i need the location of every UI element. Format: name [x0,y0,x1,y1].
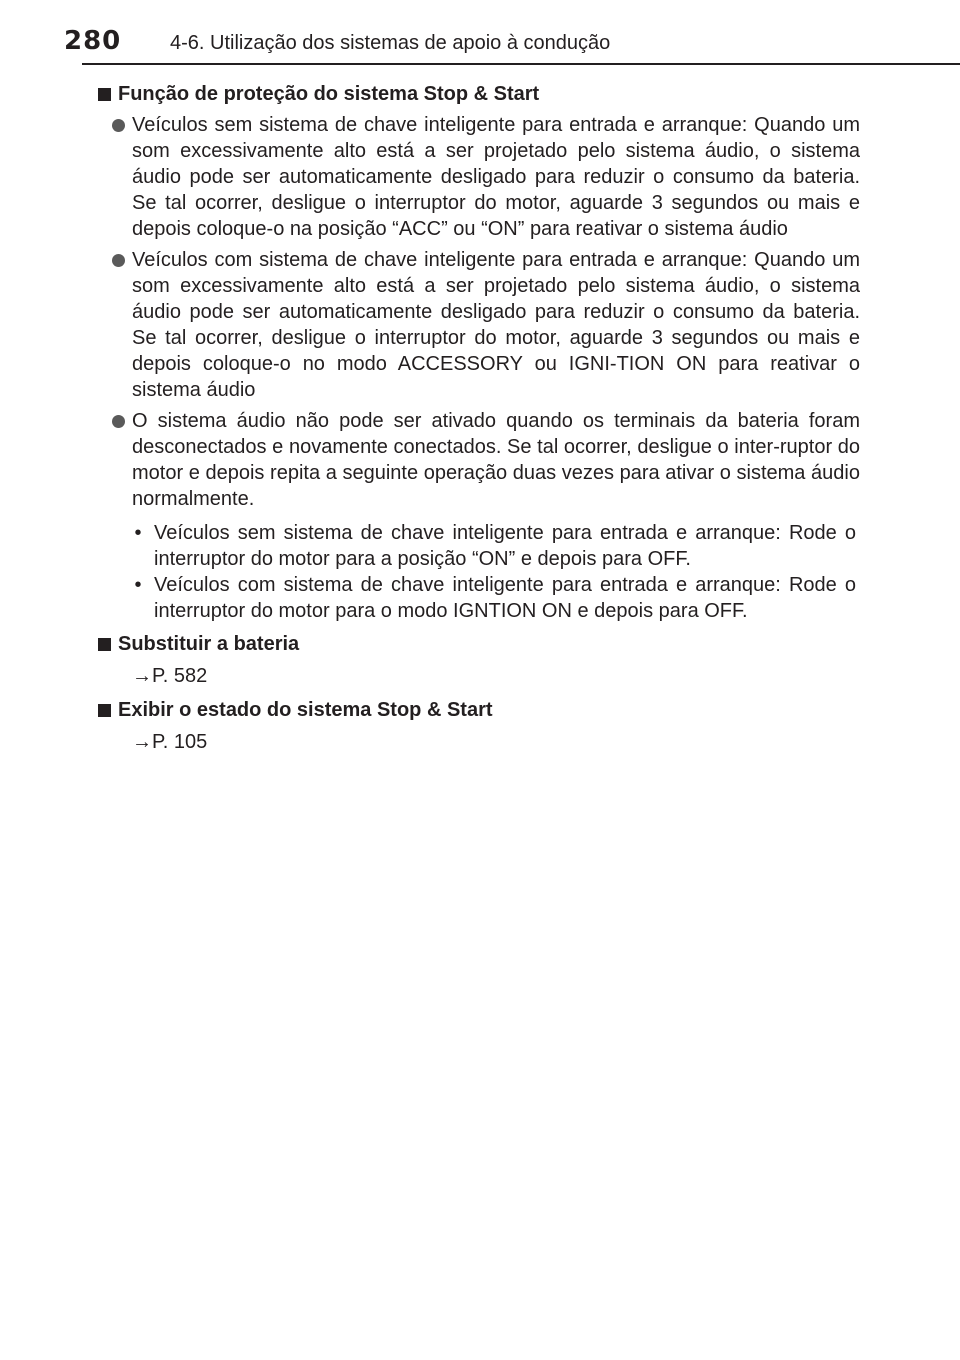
bullet-text: O sistema áudio não pode ser ativado quando os terminais da bateria foram desconectados e novamente conectados. Se tal ocorrer, desligue o inter-ruptor do motor e depois repita a seguinte operação duas vezes para ativar o sistema áudio normalmente. [132,410,860,510]
circle-bullet-icon [112,254,125,267]
section-stop-start-protection [98,80,860,624]
chapter-title: 4-6. Utilização dos sistemas de apoio à condução [170,32,611,54]
dot-bullet-icon: • [134,522,142,544]
section-replace-battery [98,630,860,690]
page-content [98,75,860,762]
section-heading [98,80,860,108]
bullet-text: Veículos com sistema de chave inteligente para entrada e arranque: Quando um som excessivamente alto está a ser projetado pelo sistema áudio, o sistema áudio pode ser automaticamente desligado para reduzir o consumo da bateria. Se tal ocorrer, desligue o interruptor do motor, aguarde 3 segundos ou mais e depois coloque-o no modo ACCESSORY ou IGNI-TION ON para reativar o sistema áudio [132,249,860,401]
circle-bullet-icon [112,119,125,132]
sub-bullet-item [128,572,856,624]
page-number: 280 [64,26,122,56]
section-heading [98,696,860,724]
page-reference-link[interactable]: →P. 582 [132,665,208,687]
header-divider [82,63,960,65]
square-bullet-icon [98,88,111,101]
bullet-item [98,112,860,242]
section-stop-start-status [98,696,860,756]
page-reference-link[interactable]: →P. 105 [132,731,208,753]
bullet-item [98,408,860,512]
sub-bullet-text: Veículos sem sistema de chave inteligente para entrada e arranque: Rode o interruptor do motor para a posição “ON” e depois para OFF. [154,522,856,570]
circle-bullet-icon [112,415,125,428]
section-heading [98,630,860,658]
bullet-text: Veículos sem sistema de chave inteligente para entrada e arranque: Quando um som excessivamente alto está a ser projetado pelo sistema áudio, o sistema áudio pode ser automaticamente desligado para reduzir o consumo da bateria. Se tal ocorrer, desligue o interruptor do motor, aguarde 3 segundos ou mais e depois coloque-o na posição “ACC” ou “ON” para reativar o sistema áudio [132,114,860,240]
bullet-item [98,247,860,403]
sub-bullet-item [128,520,856,572]
section-heading-text: Exibir o estado do sistema Stop & Start [118,699,493,721]
square-bullet-icon [98,704,111,717]
square-bullet-icon [98,638,111,651]
sub-bullet-list [128,520,860,624]
section-heading-text: Função de proteção do sistema Stop & Start [118,83,540,105]
page-header [0,0,960,64]
sub-bullet-text: Veículos com sistema de chave inteligente para entrada e arranque: Rode o interruptor do motor para o modo IGNTION ON e depois para OFF. [154,574,856,622]
dot-bullet-icon: • [134,574,142,596]
section-heading-text: Substituir a bateria [118,633,300,655]
